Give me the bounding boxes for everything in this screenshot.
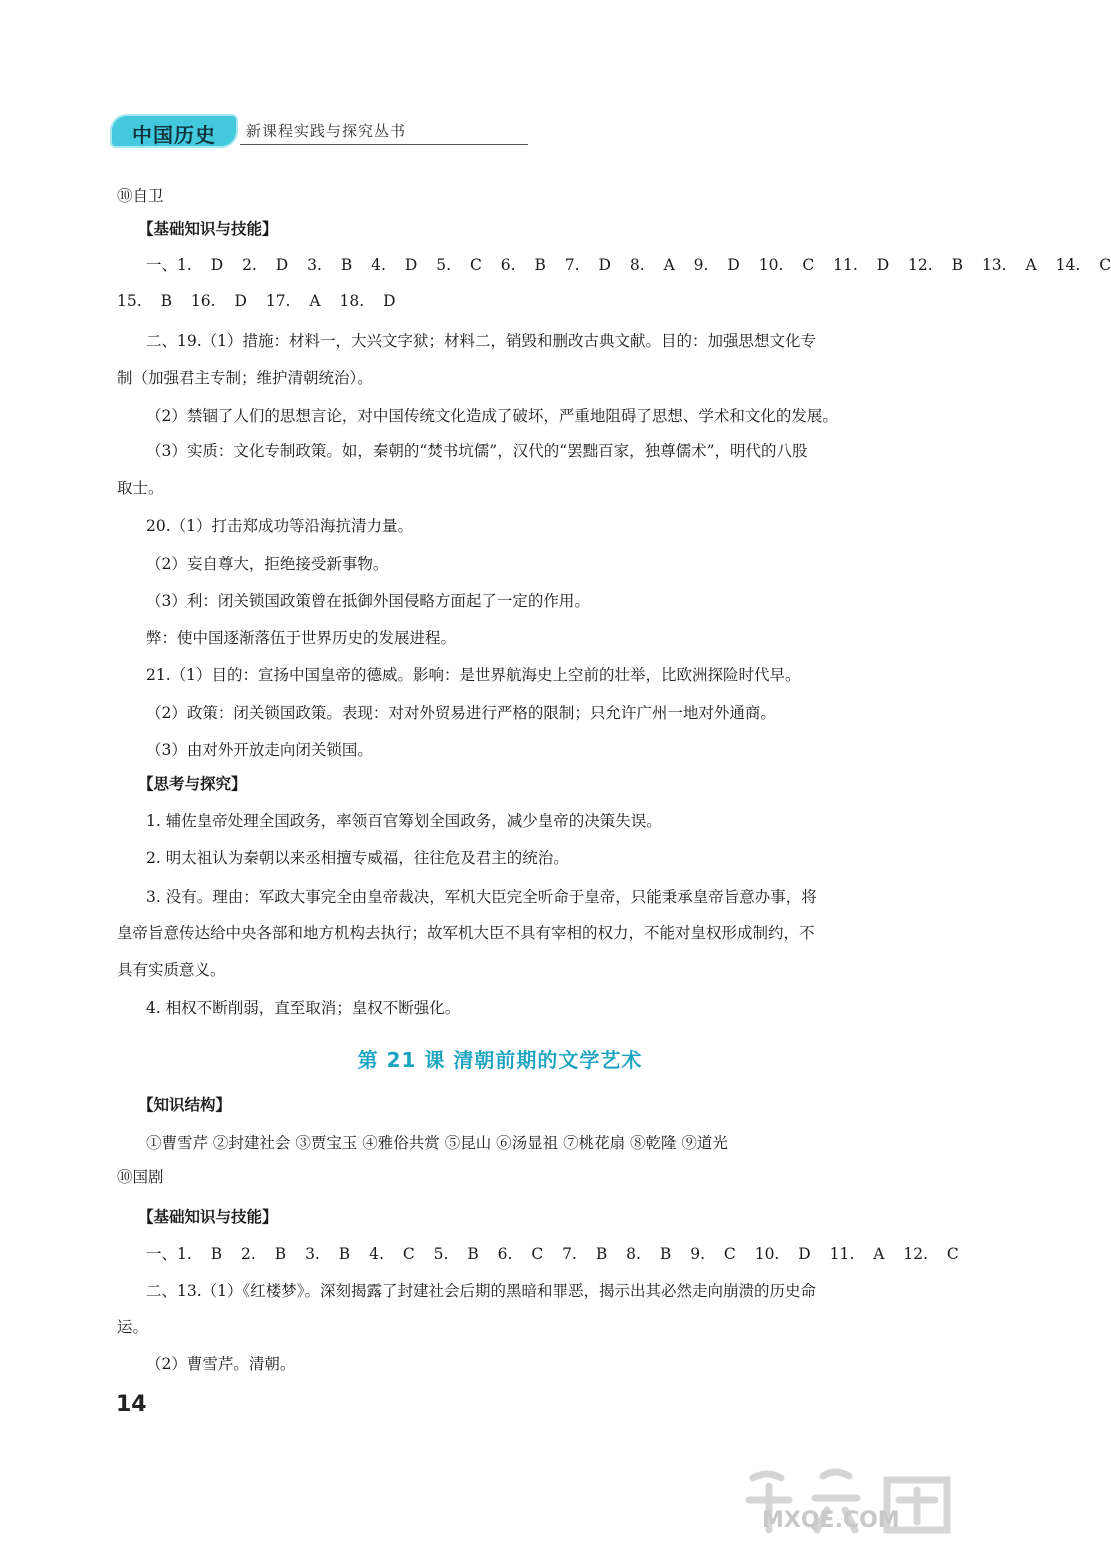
mcq-answers: 15. B 16. D 17. A 18. D <box>117 292 396 310</box>
answer-line: 运。 <box>117 1318 149 1336</box>
answer-line: 取士。 <box>117 479 164 497</box>
answer-line: 4. 相权不断削弱，直至取消；皇权不断强化。 <box>146 999 461 1017</box>
answer-line: ①曹雪芹 ②封建社会 ③贾宝玉 ④雅俗共赏 ⑤昆山 ⑥汤显祖 ⑦桃花扇 ⑧乾隆 ⑨道光 <box>146 1134 728 1152</box>
lesson-title: 第 21 课 清朝前期的文学艺术 <box>357 1048 643 1072</box>
answer-line: 20.（1）打击郑成功等沿海抗清力量。 <box>146 517 414 535</box>
mcq-answers: 一、1. D 2. D 3. B 4. D 5. C 6. B 7. D 8. A 9. D 10. C 11. D 12. B 13. A 14. C <box>146 256 1111 274</box>
subject-badge <box>112 116 236 146</box>
page-header <box>112 112 422 148</box>
answer-line: 2. 明太祖认为秦朝以来丞相擅专威福，往往危及君主的统治。 <box>146 849 569 867</box>
section-heading: 【思考与探究】 <box>138 775 247 793</box>
answer-line: 具有实质意义。 <box>117 961 226 979</box>
mcq-answers: 一、1. B 2. B 3. B 4. C 5. B 6. C 7. B 8. B 9. C 10. D 11. A 12. C <box>146 1245 959 1263</box>
answer-line: 弊：使中国逐渐落伍于世界历史的发展进程。 <box>146 629 457 647</box>
answer-line: （2）曹雪芹。清朝。 <box>146 1355 296 1373</box>
answer-line: 皇帝旨意传达给中央各部和地方机构去执行；故军机大臣不具有宰相的权力，不能对皇权形成制约，不 <box>117 924 815 942</box>
answer-line: （2）禁锢了人们的思想言论，对中国传统文化造成了破坏，严重地阻碍了思想、学术和文化的发展。 <box>146 407 838 425</box>
header-divider <box>240 144 528 145</box>
answer-line: ⑩自卫 <box>117 187 164 205</box>
answer-line: （3）由对外开放走向闭关锁国。 <box>146 741 373 759</box>
subject-title: 中国历史 <box>132 123 216 147</box>
answer-line: 二、19.（1）措施：材料一，大兴文字狱；材料二，销毁和删改古典文献。目的：加强思想文化专 <box>146 332 817 350</box>
watermark-site: MXQE.COM <box>762 1508 900 1533</box>
answer-line: （3）利：闭关锁国政策曾在抵御外国侵略方面起了一定的作用。 <box>146 592 590 610</box>
series-title: 新课程实践与探究丛书 <box>246 122 407 140</box>
page-number: 14 <box>116 1392 147 1417</box>
answer-line: （3）实质：文化专制政策。如，秦朝的“焚书坑儒”，汉代的“罢黜百家，独尊儒术”，明代的八股 <box>146 442 808 460</box>
answer-line: 二、13.（1）《红楼梦》。深刻揭露了封建社会后期的黑暗和罪恶，揭示出其必然走向崩溃的历史命 <box>146 1282 817 1300</box>
answer-line: ⑩国剧 <box>117 1168 164 1186</box>
section-heading: 【基础知识与技能】 <box>138 1208 278 1226</box>
answer-line: 21.（1）目的：宣扬中国皇帝的德威。影响：是世界航海史上空前的壮举，比欧洲探险时代早。 <box>146 666 801 684</box>
answer-line: 1. 辅佐皇帝处理全国政务，率领百官筹划全国政务，减少皇帝的决策失误。 <box>146 812 662 830</box>
section-heading: 【知识结构】 <box>138 1096 232 1114</box>
section-heading: 【基础知识与技能】 <box>138 220 278 238</box>
answer-line: （2）妄自尊大，拒绝接受新事物。 <box>146 555 389 573</box>
answer-line: （2）政策：闭关锁国政策。表现：对对外贸易进行严格的限制；只允许广州一地对外通商。 <box>146 704 776 722</box>
answer-line: 3. 没有。理由：军政大事完全由皇帝裁决，军机大臣完全听命于皇帝，只能秉承皇帝旨意办事，将 <box>146 888 817 906</box>
answer-line: 制（加强君主专制；维护清朝统治）。 <box>117 369 373 387</box>
